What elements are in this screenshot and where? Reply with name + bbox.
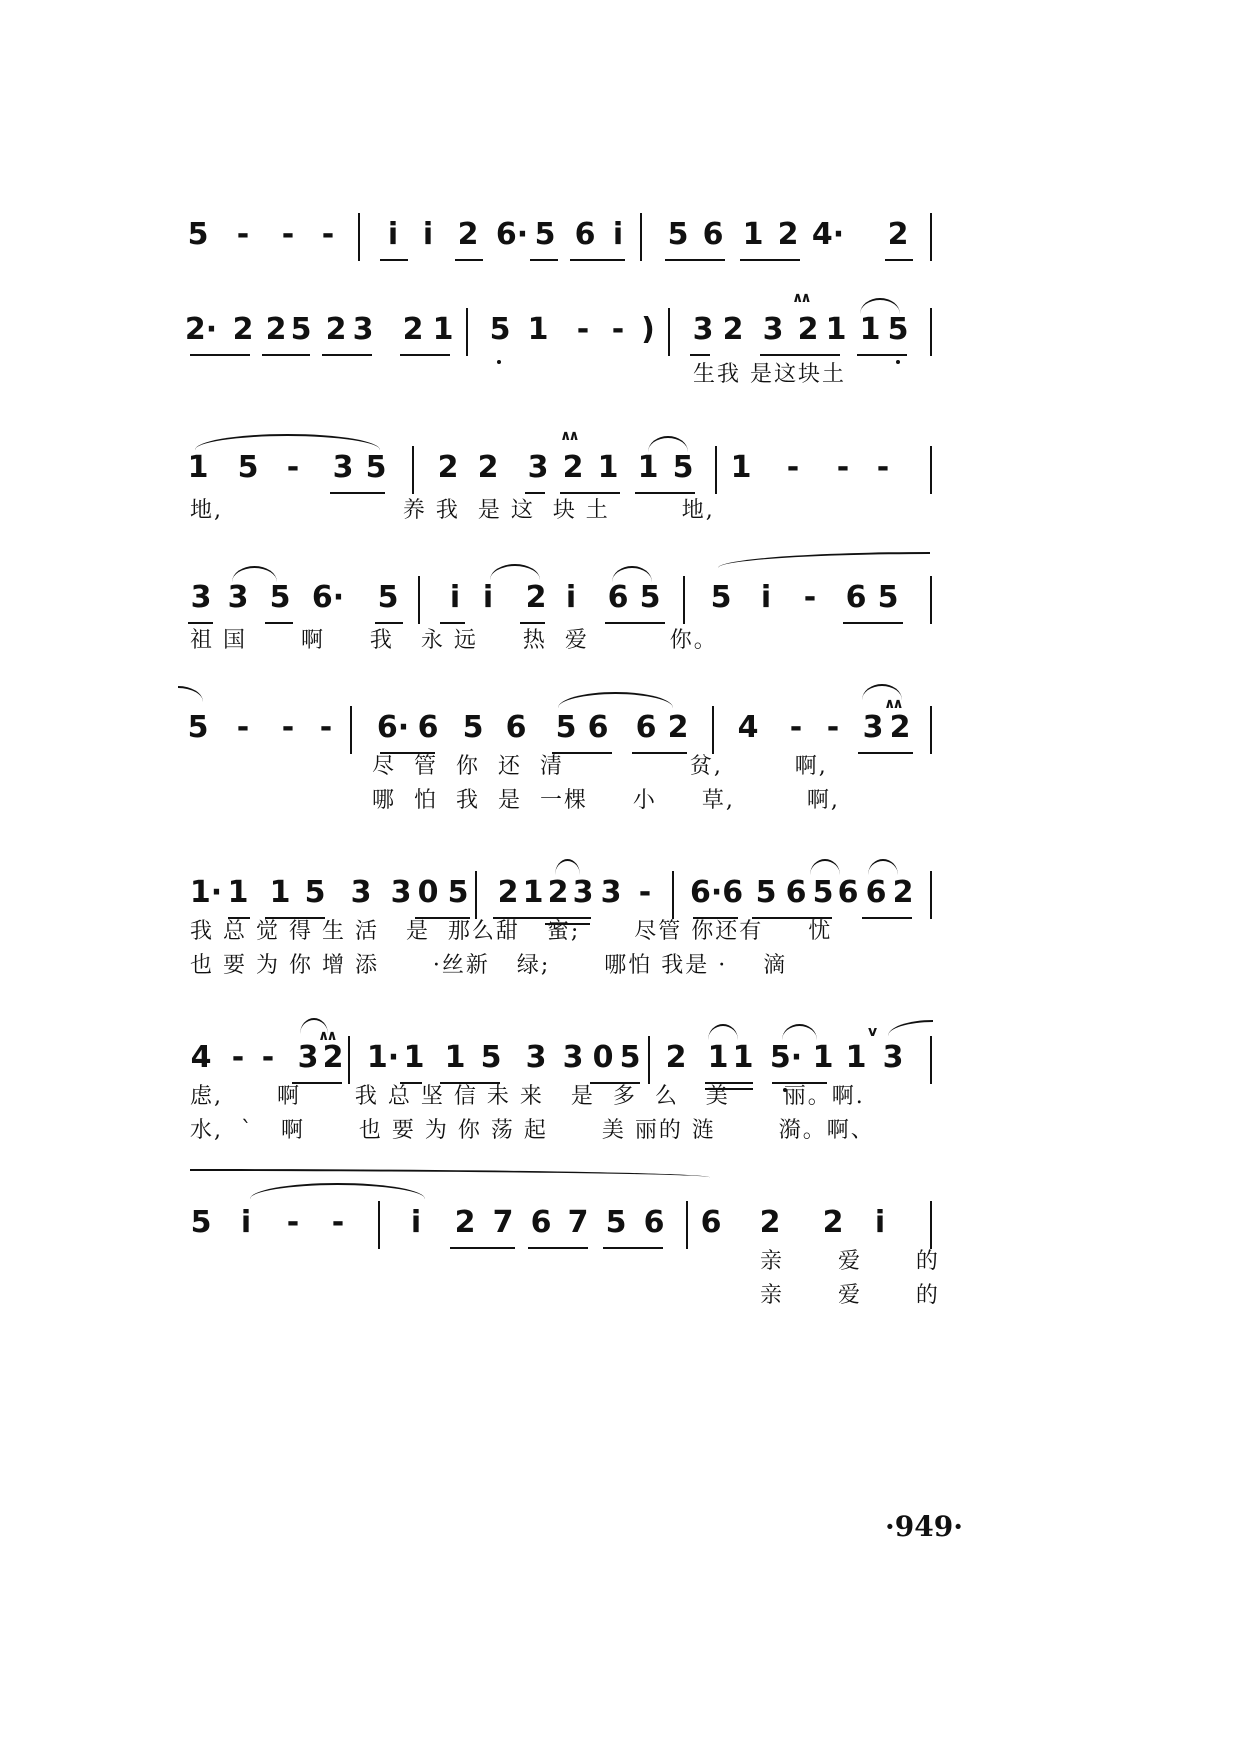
note: 1 bbox=[432, 312, 454, 347]
note: 2 bbox=[547, 875, 569, 910]
note: 0 bbox=[417, 875, 439, 910]
barline bbox=[466, 308, 468, 356]
barline bbox=[712, 706, 714, 754]
note: 6· bbox=[495, 217, 529, 252]
note: 2 bbox=[665, 1040, 687, 1075]
note: 1 bbox=[527, 312, 549, 347]
slur bbox=[190, 1169, 710, 1183]
octave-dot bbox=[497, 360, 501, 364]
note: 1 bbox=[227, 875, 249, 910]
note: - bbox=[826, 710, 840, 745]
note: 2 bbox=[892, 875, 914, 910]
note: 1 bbox=[730, 450, 752, 485]
barline bbox=[640, 213, 642, 261]
underline bbox=[262, 354, 310, 356]
note: i bbox=[565, 580, 577, 615]
note: - bbox=[231, 1040, 245, 1075]
barline bbox=[412, 446, 414, 494]
note: 5 bbox=[667, 217, 689, 252]
underline bbox=[857, 354, 907, 356]
note: 1 bbox=[707, 1040, 729, 1075]
note: 5 bbox=[672, 450, 694, 485]
note: 1 bbox=[444, 1040, 466, 1075]
slur bbox=[888, 1020, 933, 1036]
note: - bbox=[876, 450, 890, 485]
barline bbox=[930, 871, 932, 919]
note: 3 bbox=[525, 1040, 547, 1075]
barline bbox=[715, 446, 717, 494]
score-system-5 bbox=[0, 696, 1241, 838]
note: 5 bbox=[290, 312, 312, 347]
note: 5 bbox=[187, 217, 209, 252]
note: 3 bbox=[350, 875, 372, 910]
note: 2 bbox=[722, 312, 744, 347]
note: 1 bbox=[732, 1040, 754, 1075]
note: 2 bbox=[667, 710, 689, 745]
note: 5 bbox=[534, 217, 556, 252]
slur bbox=[250, 1183, 425, 1199]
note: 3 bbox=[600, 875, 622, 910]
underline bbox=[525, 492, 545, 494]
note: 3 bbox=[527, 450, 549, 485]
note: 2 bbox=[477, 450, 499, 485]
note: 1· bbox=[366, 1040, 400, 1075]
note: - bbox=[236, 710, 250, 745]
note: 6·6 bbox=[690, 875, 744, 910]
note: 5 bbox=[190, 1205, 212, 1240]
underline bbox=[530, 259, 558, 261]
underline bbox=[440, 622, 465, 624]
underline bbox=[375, 622, 403, 624]
note: - bbox=[286, 1205, 300, 1240]
lyric-line-1: 我 总 觉 得 生 活 是 那么甜 蜜; 尽管 你还有 忧 bbox=[190, 919, 833, 944]
note: 2 bbox=[402, 312, 424, 347]
note: 2 bbox=[232, 312, 254, 347]
note: 2 bbox=[822, 1205, 844, 1240]
barline bbox=[350, 706, 352, 754]
note: 2 bbox=[322, 1040, 344, 1075]
note: 2 bbox=[759, 1205, 781, 1240]
note: - bbox=[786, 450, 800, 485]
underline bbox=[380, 259, 408, 261]
slur bbox=[782, 1024, 817, 1040]
note: 5 bbox=[755, 875, 777, 910]
note: 1 bbox=[403, 1040, 425, 1075]
note: 3 bbox=[227, 580, 249, 615]
lyric-line-1: 虑, 啊 我 总 坚 信 未 来 是 多 么 美 丽。啊. bbox=[190, 1084, 865, 1109]
underline bbox=[400, 354, 450, 356]
barline bbox=[683, 576, 685, 624]
breath-mark: v bbox=[868, 1024, 875, 1040]
underline bbox=[560, 492, 620, 494]
score-system-3 bbox=[0, 428, 1241, 578]
barline bbox=[686, 1201, 688, 1249]
note: 4· bbox=[811, 217, 845, 252]
note: 3 bbox=[390, 875, 412, 910]
note: 6 bbox=[505, 710, 527, 745]
note: 2 bbox=[265, 312, 287, 347]
barline bbox=[418, 576, 420, 624]
note: 5 bbox=[555, 710, 577, 745]
note: 6 bbox=[700, 1205, 722, 1240]
note: 1 bbox=[637, 450, 659, 485]
note: 6 bbox=[530, 1205, 552, 1240]
note: 7 bbox=[567, 1205, 589, 1240]
underline bbox=[455, 259, 483, 261]
note: 3 bbox=[190, 580, 212, 615]
note: 6 bbox=[635, 710, 657, 745]
lyric-line-1: 祖 国 啊 我 永 远 热 爱 你。 bbox=[190, 628, 718, 653]
note: 5 bbox=[480, 1040, 502, 1075]
barline bbox=[378, 1201, 380, 1249]
note: 2 bbox=[777, 217, 799, 252]
note: 2 bbox=[887, 217, 909, 252]
lyric-line-1: 亲 爱 的 bbox=[760, 1249, 940, 1274]
underline bbox=[665, 259, 725, 261]
note: 6 bbox=[643, 1205, 665, 1240]
note: 4 bbox=[190, 1040, 212, 1075]
note: i bbox=[240, 1205, 252, 1240]
underline bbox=[188, 622, 213, 624]
note: 2 bbox=[889, 710, 911, 745]
note: 5 bbox=[269, 580, 291, 615]
note: 6· bbox=[376, 710, 410, 745]
note: 1 bbox=[825, 312, 847, 347]
note: 3 bbox=[692, 312, 714, 347]
note: 5 bbox=[304, 875, 326, 910]
page-number: ·949· bbox=[885, 1510, 963, 1543]
note: 2 bbox=[454, 1205, 476, 1240]
barline bbox=[930, 213, 932, 261]
note: 1 bbox=[187, 450, 209, 485]
note: 5 bbox=[812, 875, 834, 910]
note: 2 bbox=[437, 450, 459, 485]
note: 7 bbox=[492, 1205, 514, 1240]
note: - bbox=[803, 580, 817, 615]
slur bbox=[555, 859, 580, 875]
note: 6 bbox=[417, 710, 439, 745]
barline bbox=[672, 871, 674, 919]
note: - bbox=[789, 710, 803, 745]
underline bbox=[603, 1247, 663, 1249]
note: 3 bbox=[352, 312, 374, 347]
underline bbox=[760, 354, 840, 356]
slur bbox=[708, 1024, 738, 1040]
score-system-6 bbox=[0, 873, 1241, 1003]
note: 6 bbox=[702, 217, 724, 252]
underline bbox=[265, 622, 293, 624]
mordent-mark: ∧∧ bbox=[560, 428, 577, 444]
note: 5 bbox=[365, 450, 387, 485]
note: 0 bbox=[592, 1040, 614, 1075]
note: 6 bbox=[607, 580, 629, 615]
octave-dot bbox=[896, 360, 900, 364]
note: i bbox=[874, 1205, 886, 1240]
note: i bbox=[387, 217, 399, 252]
underline bbox=[330, 492, 385, 494]
barline bbox=[930, 706, 932, 754]
underline bbox=[322, 354, 372, 356]
note: 5 bbox=[187, 710, 209, 745]
lyric-line-1: 生我 是这块土 bbox=[693, 362, 846, 387]
note: 5 bbox=[237, 450, 259, 485]
note: - bbox=[236, 217, 250, 252]
lyric-line-2: 亲 爱 的 bbox=[760, 1283, 940, 1308]
note: 5 bbox=[605, 1205, 627, 1240]
note: 5 bbox=[710, 580, 732, 615]
note: 2 bbox=[325, 312, 347, 347]
barline bbox=[930, 446, 932, 494]
note: - bbox=[576, 312, 590, 347]
note: 3 bbox=[882, 1040, 904, 1075]
mordent-mark: ∧∧ bbox=[884, 696, 901, 712]
note: 5 bbox=[447, 875, 469, 910]
note: 5 bbox=[462, 710, 484, 745]
lyric-line-2: 也 要 为 你 增 添 ·丝新 绿; 哪怕 我是 · 滴 bbox=[190, 953, 788, 978]
note: 5 bbox=[489, 312, 511, 347]
note: 2 bbox=[525, 580, 547, 615]
underline bbox=[885, 259, 913, 261]
underline bbox=[450, 1247, 515, 1249]
note: 2 bbox=[562, 450, 584, 485]
mordent-mark: ∧∧ bbox=[318, 1028, 335, 1044]
note: 2· bbox=[184, 312, 218, 347]
note: 3 bbox=[297, 1040, 319, 1075]
score-system-2 bbox=[0, 290, 1241, 440]
score-system-8 bbox=[0, 1203, 1241, 1333]
note: i bbox=[760, 580, 772, 615]
underline bbox=[520, 622, 545, 624]
note: 5 bbox=[877, 580, 899, 615]
note: 6 bbox=[587, 710, 609, 745]
underline bbox=[740, 259, 800, 261]
note: 2 bbox=[497, 875, 519, 910]
note: 6 bbox=[785, 875, 807, 910]
barline bbox=[930, 1201, 932, 1249]
note: 5 bbox=[619, 1040, 641, 1075]
note: - bbox=[638, 875, 652, 910]
underline bbox=[862, 917, 912, 919]
note: - bbox=[281, 217, 295, 252]
note: 1 bbox=[845, 1040, 867, 1075]
barline bbox=[358, 213, 360, 261]
note: ) bbox=[641, 312, 655, 347]
note: - bbox=[286, 450, 300, 485]
note: i bbox=[449, 580, 461, 615]
note: i bbox=[410, 1205, 422, 1240]
barline bbox=[648, 1036, 650, 1084]
barline bbox=[930, 576, 932, 624]
note: 2 bbox=[457, 217, 479, 252]
underline bbox=[605, 622, 665, 624]
slur bbox=[868, 859, 898, 875]
note: 3 bbox=[762, 312, 784, 347]
underline bbox=[190, 354, 250, 356]
underline bbox=[570, 259, 625, 261]
underline bbox=[843, 622, 903, 624]
note: i bbox=[482, 580, 494, 615]
note: 6· bbox=[311, 580, 345, 615]
note: i bbox=[422, 217, 434, 252]
note: 6 bbox=[865, 875, 887, 910]
note: - bbox=[319, 710, 333, 745]
note: 5 bbox=[639, 580, 661, 615]
note: 1 bbox=[742, 217, 764, 252]
note: 5· bbox=[769, 1040, 803, 1075]
note: - bbox=[331, 1205, 345, 1240]
note: - bbox=[321, 217, 335, 252]
note: - bbox=[836, 450, 850, 485]
lyric-line-2: 哪 怕 我 是 一棵 小 草, 啊, bbox=[372, 788, 840, 813]
lyric-line-1: 地, 养 我 是 这 块 土 地, bbox=[190, 498, 715, 523]
barline bbox=[930, 308, 932, 356]
barline bbox=[475, 871, 477, 919]
underline bbox=[690, 354, 710, 356]
note: 1 bbox=[859, 312, 881, 347]
note: 3 bbox=[332, 450, 354, 485]
note: - bbox=[281, 710, 295, 745]
barline bbox=[930, 1036, 932, 1084]
note: 4 bbox=[737, 710, 759, 745]
note: 6 bbox=[837, 875, 859, 910]
note: 3 bbox=[862, 710, 884, 745]
score-system-7 bbox=[0, 1024, 1241, 1168]
barline bbox=[348, 1036, 350, 1084]
underline bbox=[528, 1247, 588, 1249]
note: 3 bbox=[572, 875, 594, 910]
note: 5 bbox=[377, 580, 399, 615]
note: 1 bbox=[269, 875, 291, 910]
note: 6 bbox=[574, 217, 596, 252]
lyric-line-2: 水, ˋ 啊 也 要 为 你 荡 起 美 丽的 涟 漪。啊、 bbox=[190, 1118, 875, 1143]
note: 1 bbox=[812, 1040, 834, 1075]
note: 2 bbox=[797, 312, 819, 347]
note: 3 bbox=[562, 1040, 584, 1075]
barline bbox=[668, 308, 670, 356]
underline bbox=[858, 752, 913, 754]
note: 1· bbox=[189, 875, 223, 910]
note: 1 bbox=[597, 450, 619, 485]
note: - bbox=[611, 312, 625, 347]
note: 5 bbox=[887, 312, 909, 347]
note: i bbox=[612, 217, 624, 252]
note: 1 bbox=[522, 875, 544, 910]
note: - bbox=[261, 1040, 275, 1075]
note: 6 bbox=[845, 580, 867, 615]
underline bbox=[635, 492, 695, 494]
lyric-line-1: 尽 管 你 还 清 贫, 啊, bbox=[372, 754, 828, 779]
mordent-mark: ∧∧ bbox=[792, 290, 809, 306]
slur bbox=[810, 859, 840, 875]
